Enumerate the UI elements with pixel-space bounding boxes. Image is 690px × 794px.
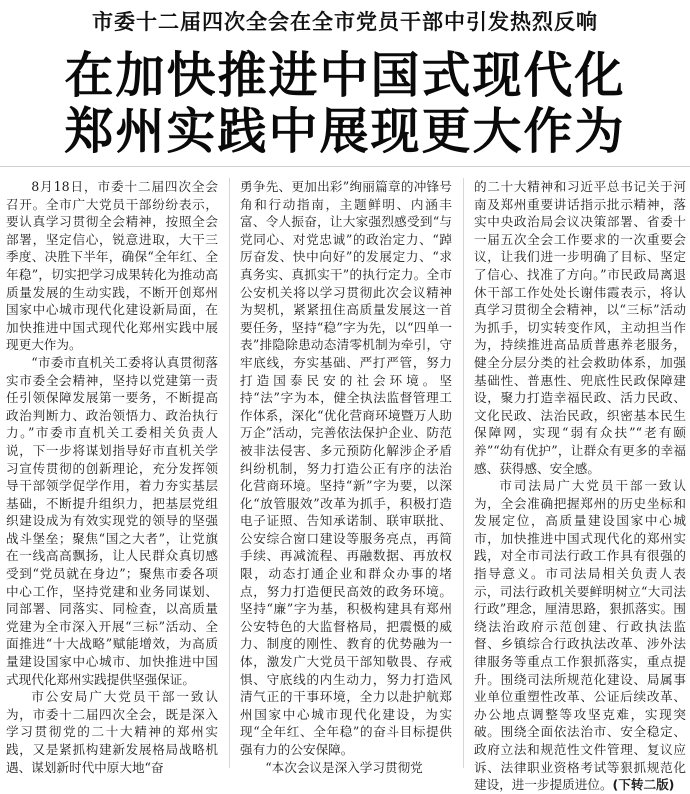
paragraph: 8月18日，市委十二届四次全会召开。全市广大党员干部纷纷表示，要认真学习贯彻全会精神，按照全会部署，坚定信心，锐意进取，大干三季度、决胜下半年，确保“全年红、全年稳”，切实把学习成果转化为推动高质量发展的生动实践，不断开创郑州国家中心城市现代化建设新局面，在加快推进中国式现代化郑州实践中展现更大作为。 <box>6 179 218 353</box>
article-headline-line2: 郑州实践中展现更大作为 <box>64 103 626 160</box>
continued-on-page-note[interactable]: (下转二版) <box>612 777 675 793</box>
article-headline-line1: 在加快推进中国式现代化 <box>64 47 626 104</box>
column-separator <box>463 178 464 768</box>
paragraph: “市委市直机关工委将认真贯彻落实市委全会精神，坚持以党建第一责任引领保障发展第一要务，不断提高政治判断力、政治领悟力、政治执行力。”市委市直机关工委相关负责人说，下一步将谋划指导好市直机关学习宣传贯彻的创新理论，充分发挥领导干部领学促学作用，着力夯实基层基础，不断提升组织力，把基层党组织建设成为有效实现党的领导的坚强战斗堡垒；聚焦“国之大者”，让党旗在一线高高飘扬，让人民群众真切感受到“党员就在身边”；聚焦市委各项中心工作，坚持党建和业务同谋划、同部署、同落实、同检查，以高质量党建为全市深入开展“三标”活动、全面推进“十大战略”赋能增效，为高质量建设国家中心城市、加快推进中国式现代化郑州实践提供坚强保证。 <box>6 354 218 687</box>
paragraph: 市公安局广大党员干部一致认为，市委十二届四次全会，既是深入学习贯彻党的二十大精神的郑州实践，又是紧抓构建新发展格局战略机遇、谋划新时代中原大地“奋 <box>6 689 218 775</box>
article-kicker: 市委十二届四次全会在全市党员干部中引发热烈反响 <box>92 10 598 34</box>
article-column-3 <box>474 178 686 793</box>
paragraph: “本次会议是深入学习贯彻党 <box>265 759 423 775</box>
headline-divider <box>0 166 690 167</box>
paragraph <box>474 477 686 794</box>
article-column-2 <box>240 178 452 775</box>
column-separator <box>229 178 230 768</box>
paragraph: 的二十大精神和习近平总书记关于河南及郑州重要讲话指示批示精神，落实中央政治局会议决策部署、省委十一届五次全会工作要求的一次重要会议，让我们进一步明确了目标、坚定了信心、找准了方向。”市民政局离退休干部工作处处长谢伟霞表示，将认真学习贯彻全会精神，以“三标”活动为抓手，切实转变作风，主动担当作为，持续推进高品质普惠养老服务，健全分层分类的社会救助体系，加强基础性、普惠性、兜底性民政保障建设，聚力打造幸福民政、活力民政、文化民政、法治民政，织密基本民生保障网，实现“弱有众扶”“老有颐养”“幼有优护”，让群众有更多的幸福感、获得感、安全感。 <box>474 179 686 476</box>
paragraph: 勇争先、更加出彩”绚丽篇章的冲锋号角和行动指南，主题鲜明、内涵丰富、令人振奋，让大家强烈感受到“与党同心、对党忠诚”的政治定力、“踔厉奋发、快中向好”的发展定力、“求真务实、真抓实干”的执行定力。全市公安机关将以学习贯彻此次会议精神为契机，紧紧扭住高质量发展这一首要任务，坚持“稳”字为先，以“四单一表”排隐除患动态清零机制为牵引，守牢底线，夯实基础、严打严管，努力打造国泰民安的社会环境。坚持“法”字为本，健全执法监督管理工作体系，深化“优化营商环境暨万人助万企”活动，完善依法保护企业、防范被非法侵害、多元预防化解涉企矛盾纠纷机制，努力打造公正有序的法治化营商环境。坚持“新”字为要，以深化“放管服效”改革为抓手，积极打造电子证照、告知承诺制、联审联批、公安综合窗口建设等服务亮点，再简手续、再减流程、再融数据、再放权限，动态打通企业和群众办事的堵点，努力打造便民高效的政务环境。坚持“廉”字为基，积极构建具有郑州公安特色的大监督格局，把震慑的威力、制度的刚性、教育的优势融为一体，激发广大党员干部知敬畏、存戒惧、守底线的内生动力，努力打造风清气正的干事环境，全力以赴护航郑州国家中心城市现代化建设，为实现“全年红、全年稳”的奋斗目标提供强有力的公安保障。 <box>240 179 452 757</box>
article-column-1 <box>6 178 218 775</box>
paragraph-text: 市司法局广大党员干部一致认为，全会准确把握郑州的历史坐标和发展定位，高质量建设国家中心城市，加快推进中国式现代化的郑州实践，对全市司法行政工作具有很强的指导意义。市司法局相关负责人表示，司法行政机关要鲜明树立“大司法行政”理念，厘清思路，狠抓落实。围绕法治政府示范创建、行政执法监督、乡镇综合行政执法改革、涉外法律服务等重点工作狠抓落实，重点提升。围绕司法所规范化建设、局属事业单位重塑性改革、公证后续改革、办公地点调整等攻坚克难，实现突破。围绕全面依法治市、安全稳定、政府立法和规范性文件管理、复议应诉、法律职业资格考试等狠抓规范化建设，进一步提质进位。 <box>474 478 686 793</box>
